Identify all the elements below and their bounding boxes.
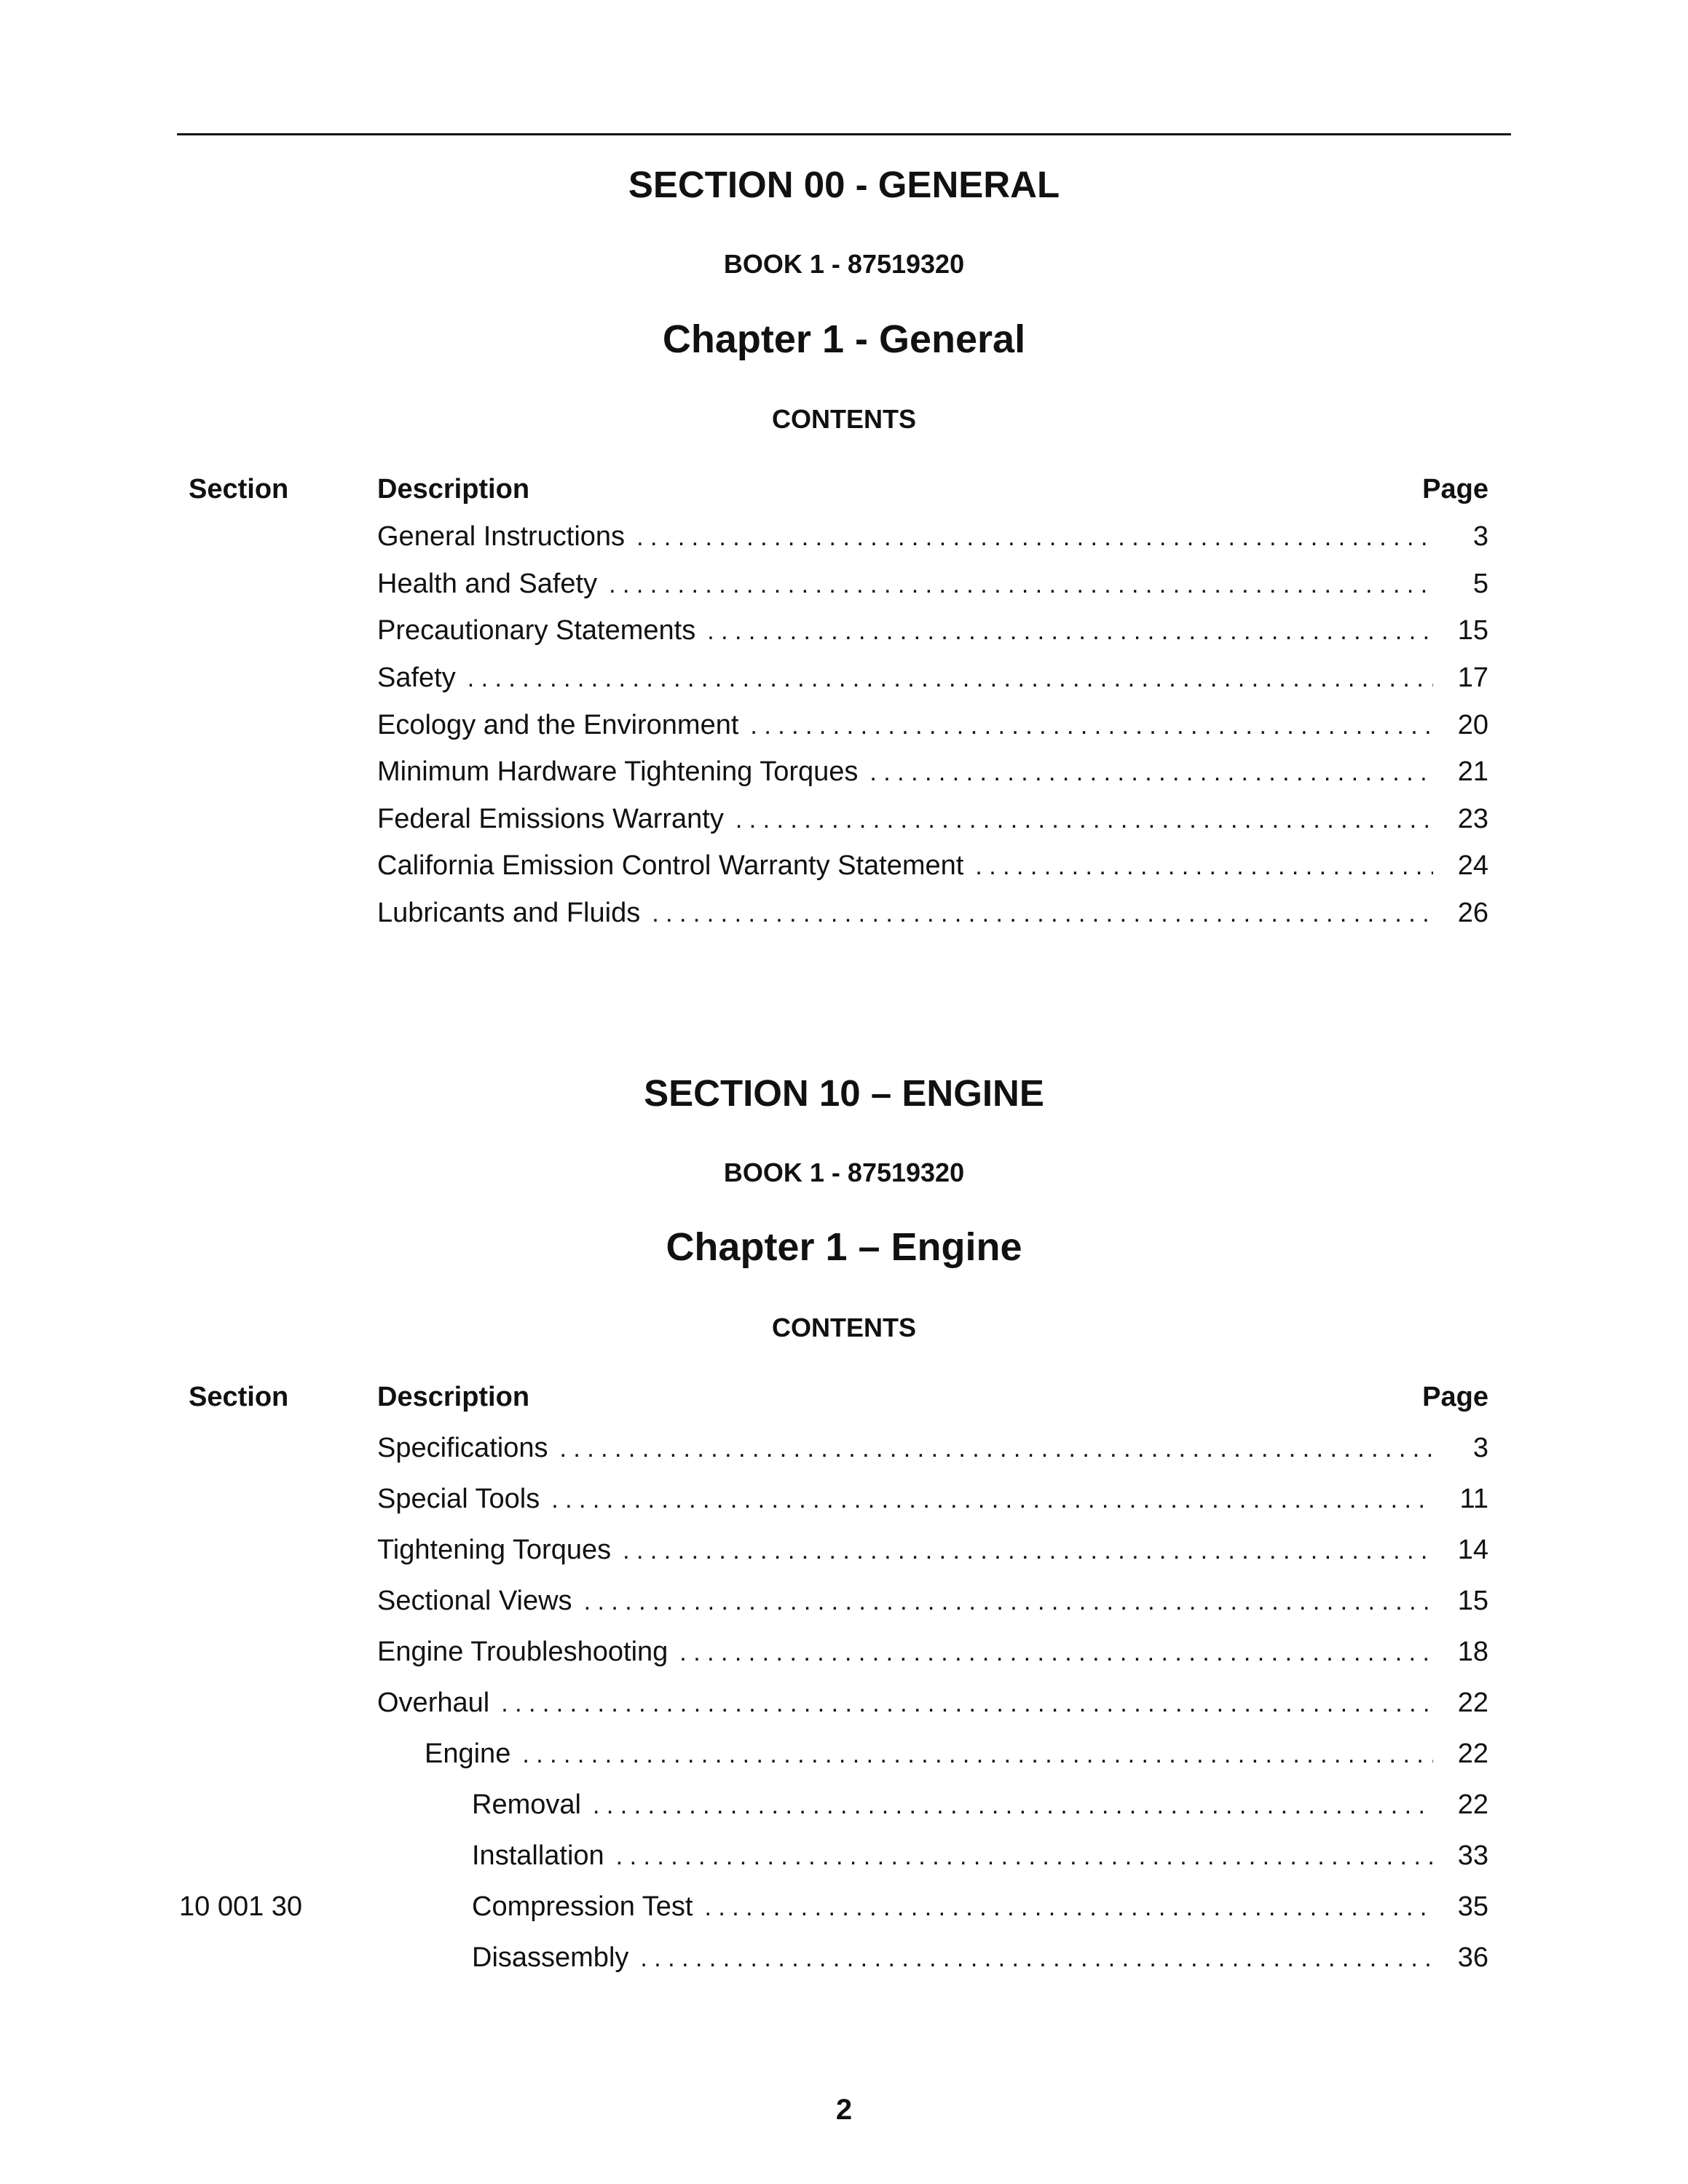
- toc-entry-label: Lubricants and Fluids: [377, 898, 652, 929]
- toc-entry-page: 21: [1457, 756, 1488, 787]
- toc-entry-label: General Instructions: [377, 521, 636, 553]
- toc-entry-label: Disassembly: [472, 1942, 640, 1974]
- dot-leader: [750, 712, 1433, 740]
- toc-entry-label: Safety: [377, 662, 468, 694]
- toc-entry-label: Sectional Views: [377, 1586, 584, 1617]
- dot-leader: [735, 806, 1433, 834]
- contents-heading-general: CONTENTS: [772, 404, 916, 434]
- toc-entry-label: Engine: [425, 1738, 522, 1770]
- column-header-page: Page: [1422, 1382, 1488, 1412]
- toc-row[interactable]: [0, 1942, 1688, 1979]
- toc-entry-label: Health and Safety: [377, 569, 609, 600]
- chapter-title-engine: Chapter 1 – Engine: [666, 1225, 1022, 1269]
- toc-row[interactable]: [0, 1535, 1688, 1571]
- toc-entry-page: 15: [1457, 1586, 1488, 1616]
- toc-row[interactable]: [0, 1484, 1688, 1520]
- toc-row[interactable]: [0, 1891, 1688, 1928]
- column-header-page: Page: [1422, 474, 1488, 505]
- chapter-title-general: Chapter 1 - General: [662, 317, 1026, 361]
- toc-row[interactable]: [0, 662, 1688, 699]
- toc-entry-page: 15: [1457, 615, 1488, 646]
- dot-leader: [559, 1435, 1433, 1463]
- column-header-section: Section: [189, 474, 289, 505]
- dot-leader: [636, 523, 1433, 552]
- toc-entry-page: 3: [1472, 521, 1488, 552]
- section-title-general: SECTION 00 - GENERAL: [628, 164, 1060, 205]
- toc-row[interactable]: [0, 710, 1688, 746]
- toc-entry-label: Federal Emissions Warranty: [377, 804, 735, 835]
- dot-leader: [501, 1690, 1433, 1718]
- section-title-engine: SECTION 10 – ENGINE: [644, 1072, 1044, 1114]
- toc-entry-page: 22: [1457, 1688, 1488, 1718]
- toc-entry-page: 3: [1472, 1433, 1488, 1463]
- toc-row[interactable]: [0, 1433, 1688, 1469]
- dot-leader: [616, 1843, 1433, 1871]
- dot-leader: [640, 1944, 1433, 1973]
- dot-leader: [522, 1741, 1433, 1769]
- toc-row[interactable]: [0, 756, 1688, 793]
- toc-entry-label: Removal: [472, 1789, 593, 1821]
- toc-row[interactable]: [0, 898, 1688, 934]
- toc-entry-label: Minimum Hardware Tightening Torques: [377, 756, 869, 788]
- dot-leader: [551, 1486, 1433, 1514]
- toc-entry-label: Precautionary Statements: [377, 615, 707, 646]
- toc-row[interactable]: [0, 1637, 1688, 1673]
- column-header-description: Description: [377, 1382, 530, 1412]
- toc-row[interactable]: [0, 804, 1688, 840]
- toc-entry-label: Engine Troubleshooting: [377, 1637, 679, 1668]
- toc-row[interactable]: [0, 1688, 1688, 1724]
- toc-entry-page: 33: [1457, 1840, 1488, 1871]
- dot-leader: [869, 759, 1433, 787]
- toc-entry-label: Compression Test: [472, 1891, 704, 1923]
- dot-leader: [623, 1537, 1433, 1565]
- dot-leader: [679, 1639, 1433, 1667]
- dot-leader: [704, 1894, 1433, 1922]
- toc-entry-label: Tightening Torques: [377, 1535, 623, 1566]
- page-number: 2: [835, 2094, 853, 2126]
- toc-row[interactable]: [0, 1586, 1688, 1622]
- toc-entry-label: Special Tools: [377, 1484, 551, 1515]
- toc-row[interactable]: [0, 1738, 1688, 1775]
- column-header-section: Section: [189, 1382, 289, 1412]
- toc-entry-page: 36: [1457, 1942, 1488, 1973]
- toc-entry-page: 22: [1457, 1738, 1488, 1769]
- toc-entry-page: 11: [1459, 1484, 1488, 1514]
- dot-leader: [975, 852, 1433, 881]
- toc-row[interactable]: [0, 521, 1688, 558]
- toc-row[interactable]: [0, 1840, 1688, 1877]
- toc-entry-label: Overhaul: [377, 1688, 501, 1719]
- toc-entry-page: 24: [1457, 850, 1488, 881]
- toc-entry-page: 22: [1457, 1789, 1488, 1820]
- toc-entry-page: 18: [1457, 1637, 1488, 1667]
- toc-entry-page: 23: [1457, 804, 1488, 834]
- toc-entry-page: 14: [1457, 1535, 1488, 1565]
- column-header-description: Description: [377, 474, 530, 505]
- dot-leader: [609, 571, 1433, 599]
- top-rule: [177, 133, 1511, 135]
- toc-row[interactable]: [0, 569, 1688, 605]
- toc-row[interactable]: [0, 615, 1688, 652]
- dot-leader: [593, 1792, 1433, 1820]
- dot-leader: [584, 1588, 1433, 1616]
- toc-row[interactable]: [0, 1789, 1688, 1826]
- toc-entry-label: Installation: [472, 1840, 616, 1872]
- toc-entry-label: Specifications: [377, 1433, 559, 1464]
- book-number-engine: BOOK 1 - 87519320: [723, 1158, 965, 1187]
- toc-entry-label: Ecology and the Environment: [377, 710, 750, 741]
- toc-entry-page: 5: [1472, 569, 1488, 599]
- dot-leader: [707, 617, 1433, 646]
- toc-section-code: 10 001 30: [179, 1891, 303, 1922]
- book-number-general: BOOK 1 - 87519320: [723, 249, 965, 279]
- toc-entry-page: 26: [1457, 898, 1488, 928]
- toc-entry-page: 17: [1457, 662, 1488, 693]
- toc-row[interactable]: [0, 850, 1688, 887]
- dot-leader: [652, 900, 1433, 928]
- toc-entry-page: 35: [1457, 1891, 1488, 1922]
- dot-leader: [468, 665, 1433, 693]
- toc-entry-page: 20: [1457, 710, 1488, 740]
- toc-entry-label: California Emission Control Warranty Statement: [377, 850, 975, 882]
- contents-heading-engine: CONTENTS: [772, 1313, 916, 1342]
